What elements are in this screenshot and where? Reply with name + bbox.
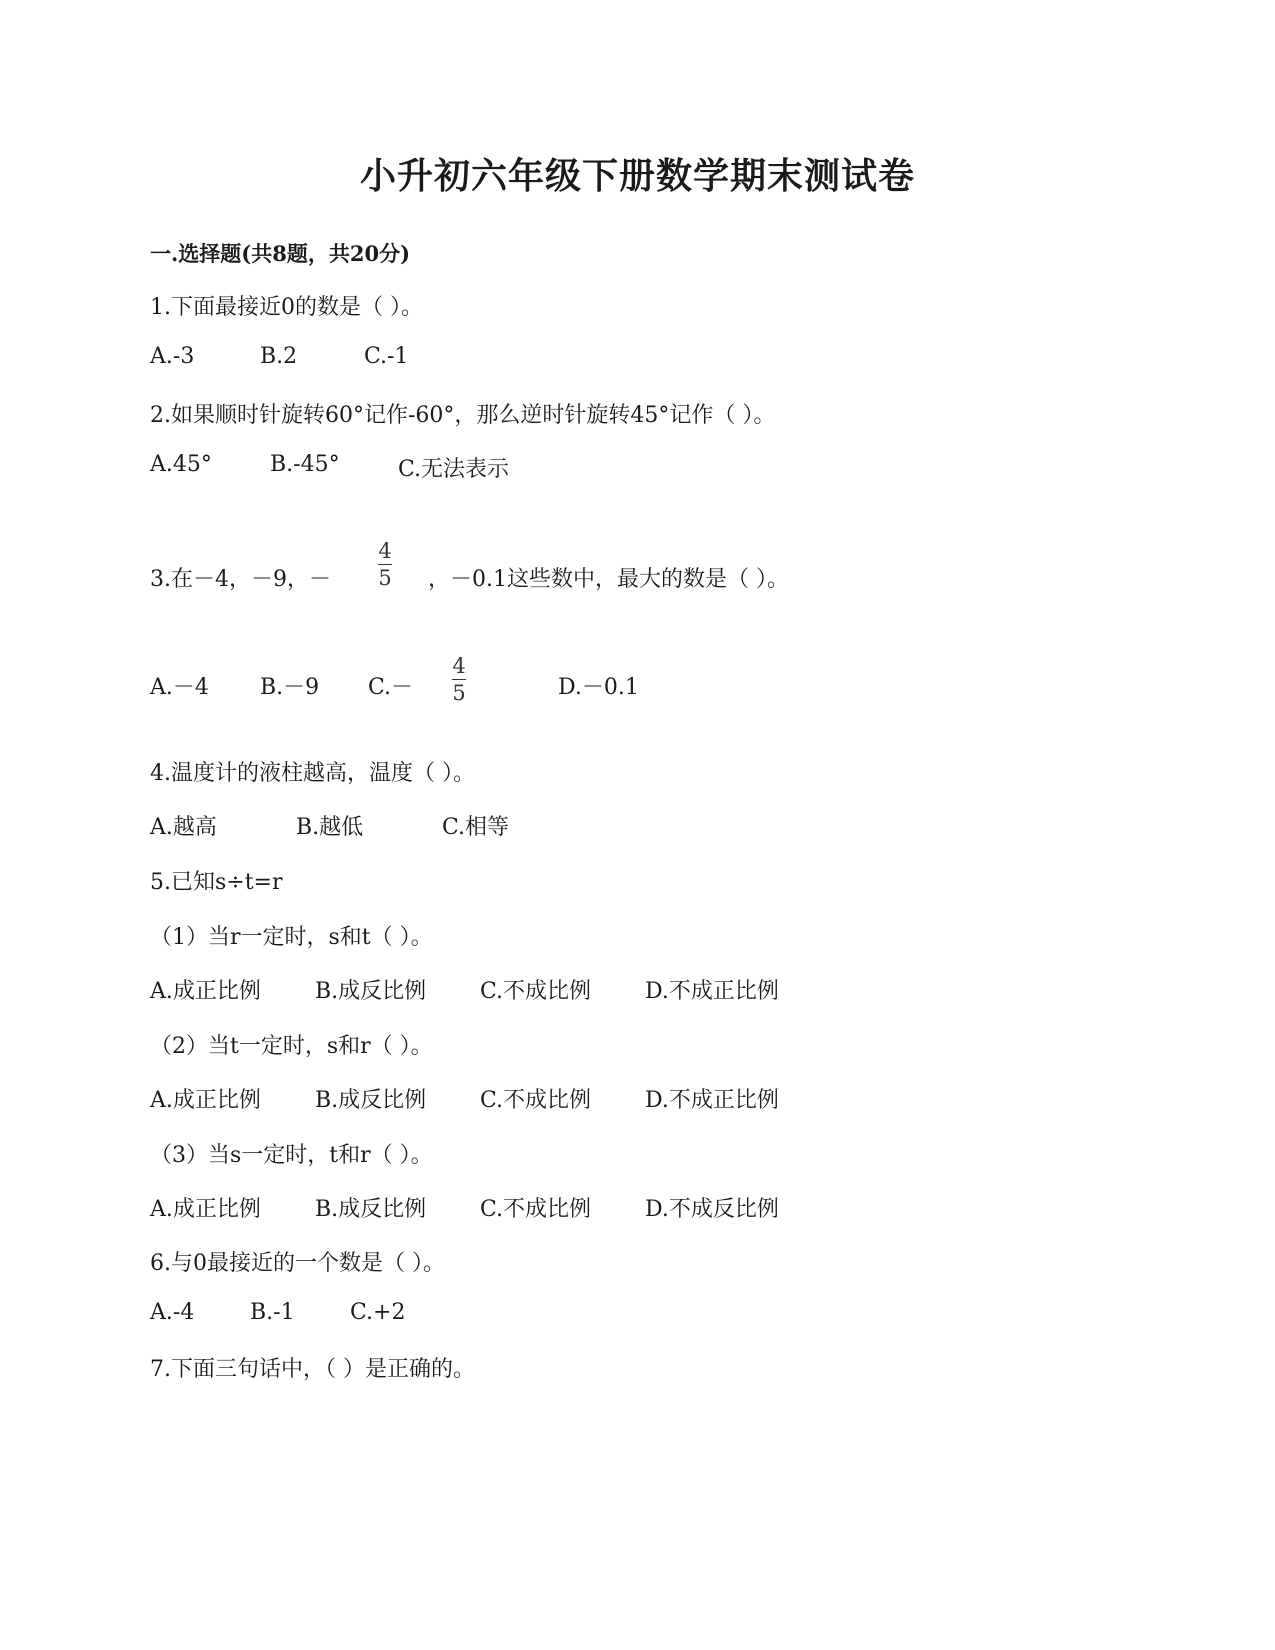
- q3-option-c-fraction: [452, 655, 466, 704]
- question-1-stem: 1.下面最接近0的数是（ ）。: [150, 295, 423, 320]
- q3-option-c-denominator: 5: [452, 681, 466, 705]
- q5-sub2-option-d: D.不成正比例: [645, 1088, 779, 1113]
- q5-sub1-option-d: D.不成正比例: [645, 979, 779, 1004]
- q3-option-c-numerator: 4: [452, 654, 466, 678]
- q5-sub3-stem: （3）当s一定时，t和r（ ）。: [150, 1143, 433, 1168]
- question-3-stem-start: 3.在－4，－9，－: [150, 567, 331, 592]
- q5-sub1-stem: （1）当r一定时，s和t（ ）。: [150, 925, 433, 950]
- q5-sub2-option-b: B.成反比例: [315, 1088, 427, 1113]
- q3-option-a: A.－4: [150, 675, 209, 700]
- q5-sub2-stem: （2）当t一定时，s和r（ ）。: [150, 1034, 433, 1059]
- question-4-stem: 4.温度计的液柱越高，温度（ ）。: [150, 761, 475, 786]
- q2-option-b: B.-45°: [270, 452, 340, 477]
- q4-option-c: C.相等: [442, 815, 510, 840]
- q5-sub3-option-c: C.不成比例: [480, 1197, 592, 1222]
- q5-sub1-option-b: B.成反比例: [315, 979, 427, 1004]
- q4-option-b: B.越低: [296, 815, 364, 840]
- q3-fraction-numerator: 4: [378, 539, 392, 563]
- q3-fraction: [378, 540, 392, 589]
- q1-option-b: B.2: [260, 344, 298, 369]
- q5-sub2-option-a: A.成正比例: [150, 1088, 261, 1113]
- q1-option-c: C.-1: [364, 344, 409, 369]
- question-3-stem-end: ，－0.1这些数中，最大的数是（ ）。: [428, 567, 789, 592]
- q6-option-c: C.+2: [350, 1300, 406, 1325]
- section-heading: 一.选择题(共8题，共20分): [150, 241, 411, 266]
- q5-sub3-option-b: B.成反比例: [315, 1197, 427, 1222]
- question-7-stem: 7.下面三句话中，（ ）是正确的。: [150, 1357, 475, 1382]
- q3-option-c: C.－: [368, 675, 414, 700]
- question-2-stem: 2.如果顺时针旋转60°记作-60°，那么逆时针旋转45°记作（ ）。: [150, 403, 776, 428]
- q4-option-a: A.越高: [150, 815, 217, 840]
- q6-option-b: B.-1: [250, 1300, 295, 1325]
- question-6-stem: 6.与0最接近的一个数是（ ）。: [150, 1251, 445, 1276]
- fraction-bar: [452, 679, 466, 680]
- q1-option-a: A.-3: [150, 344, 195, 369]
- fraction-bar: [378, 564, 392, 565]
- question-5-stem: 5.已知s÷t=r: [150, 870, 283, 895]
- q3-option-d: D.－0.1: [558, 675, 639, 700]
- q5-sub3-option-d: D.不成反比例: [645, 1197, 779, 1222]
- q5-sub1-option-a: A.成正比例: [150, 979, 261, 1004]
- q5-sub1-option-c: C.不成比例: [480, 979, 592, 1004]
- q2-option-a: A.45°: [150, 452, 212, 477]
- q3-fraction-denominator: 5: [378, 566, 392, 590]
- q2-option-c: C.无法表示: [398, 457, 510, 482]
- q5-sub3-option-a: A.成正比例: [150, 1197, 261, 1222]
- q5-sub2-option-c: C.不成比例: [480, 1088, 592, 1113]
- q6-option-a: A.-4: [150, 1300, 195, 1325]
- q3-option-b: B.－9: [260, 675, 320, 700]
- page-title: 小升初六年级下册数学期末测试卷: [359, 155, 915, 197]
